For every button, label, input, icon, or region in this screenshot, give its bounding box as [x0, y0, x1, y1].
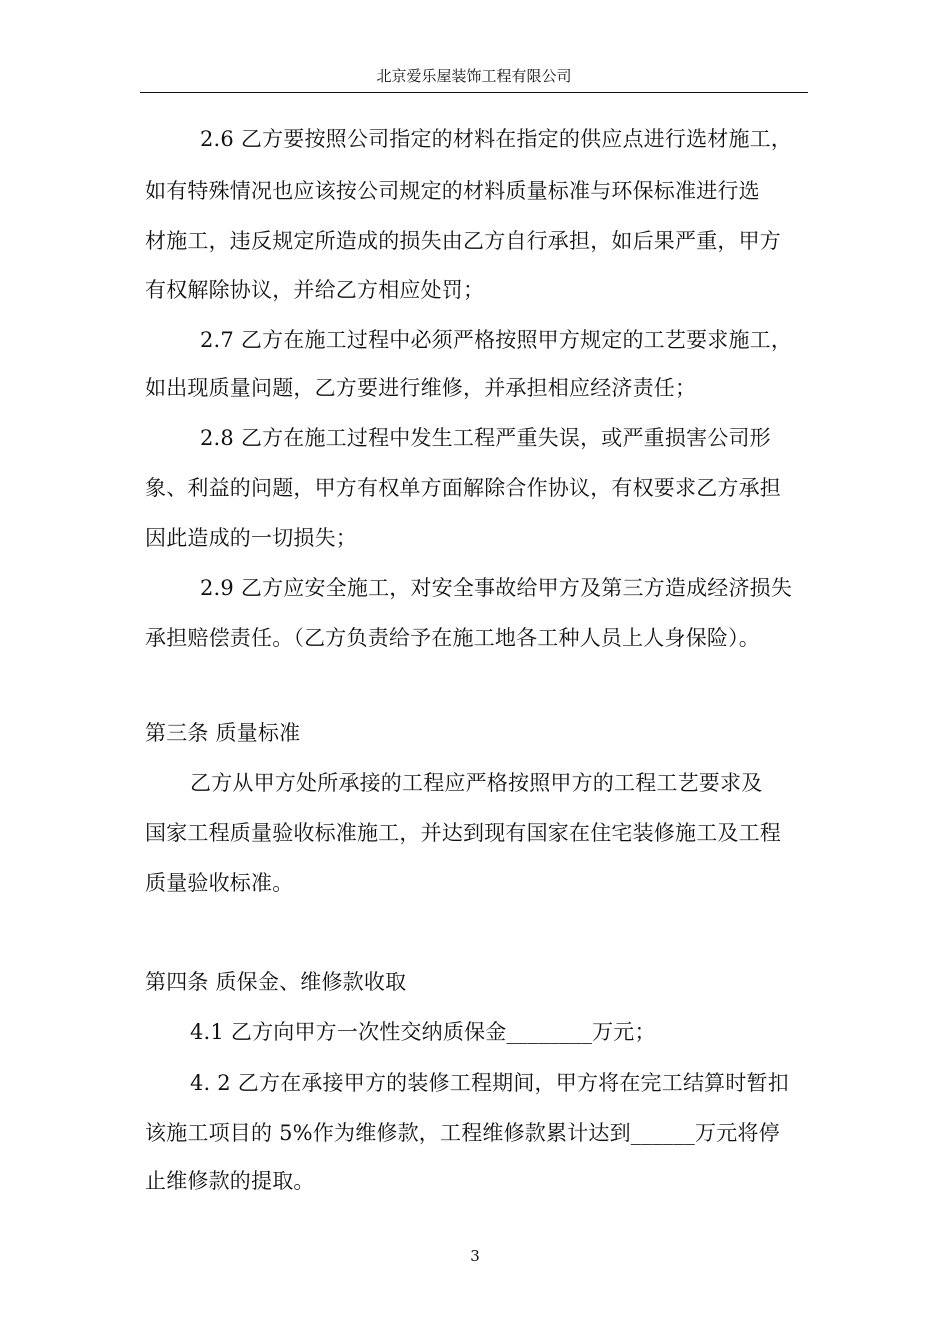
- section-three-heading: 第三条 质量标准: [145, 721, 301, 745]
- clause-2-7-line-1: 2.7 乙方在施工过程中必须严格按照甲方规定的工艺要求施工，: [200, 328, 793, 352]
- clause-2-8-line-1: 2.8 乙方在施工过程中发生工程严重失误，或严重损害公司形: [200, 426, 771, 450]
- page-header: 北京爱乐屋装饰工程有限公司: [140, 66, 808, 93]
- page-number: 3: [470, 1247, 480, 1265]
- clause-2-8-line-2: 象、利益的问题，甲方有权单方面解除合作协议，有权要求乙方承担: [145, 476, 781, 500]
- clause-2-9-line-1: 2.9 乙方应安全施工，对安全事故给甲方及第三方造成经济损失: [200, 576, 793, 600]
- clause-2-6-line-4: 有权解除协议，并给乙方相应处罚；: [145, 278, 485, 302]
- clause-2-6-line-3: 材施工，违反规定所造成的损失由乙方自行承担，如后果严重，甲方: [145, 229, 781, 253]
- clause-2-6-line-1: 2.6 乙方要按照公司指定的材料在指定的供应点进行选材施工，: [200, 127, 793, 151]
- clause-2-8-line-3: 因此造成的一切损失；: [145, 526, 357, 550]
- section-three-line-2: 国家工程质量验收标准施工，并达到现有国家在住宅装修施工及工程: [145, 821, 781, 845]
- clause-2-9-line-2: 承担赔偿责任。（乙方负责给予在施工地各工种人员上人身保险）。: [145, 626, 760, 650]
- section-three-line-3: 质量验收标准。: [145, 871, 294, 895]
- clause-4-1-line-1: 4.1 乙方向甲方一次性交纳质保金________万元；: [190, 1020, 656, 1044]
- section-three-line-1: 乙方从甲方处所承接的工程应严格按照甲方的工程工艺要求及: [190, 771, 763, 795]
- clause-2-7-line-2: 如出现质量问题，乙方要进行维修，并承担相应经济责任；: [145, 376, 697, 400]
- clause-4-2-line-2: 该施工项目的 5%作为维修款，工程维修款累计达到______万元将停: [145, 1121, 780, 1145]
- clause-4-2-line-1: 4. 2 乙方在承接甲方的装修工程期间，甲方将在完工结算时暂扣: [190, 1071, 789, 1095]
- section-four-heading: 第四条 质保金、维修款收取: [145, 970, 407, 994]
- clause-2-6-line-2: 如有特殊情况也应该按公司规定的材料质量标准与环保标准进行选: [145, 179, 760, 203]
- clause-4-2-line-3: 止维修款的提取。: [145, 1169, 315, 1193]
